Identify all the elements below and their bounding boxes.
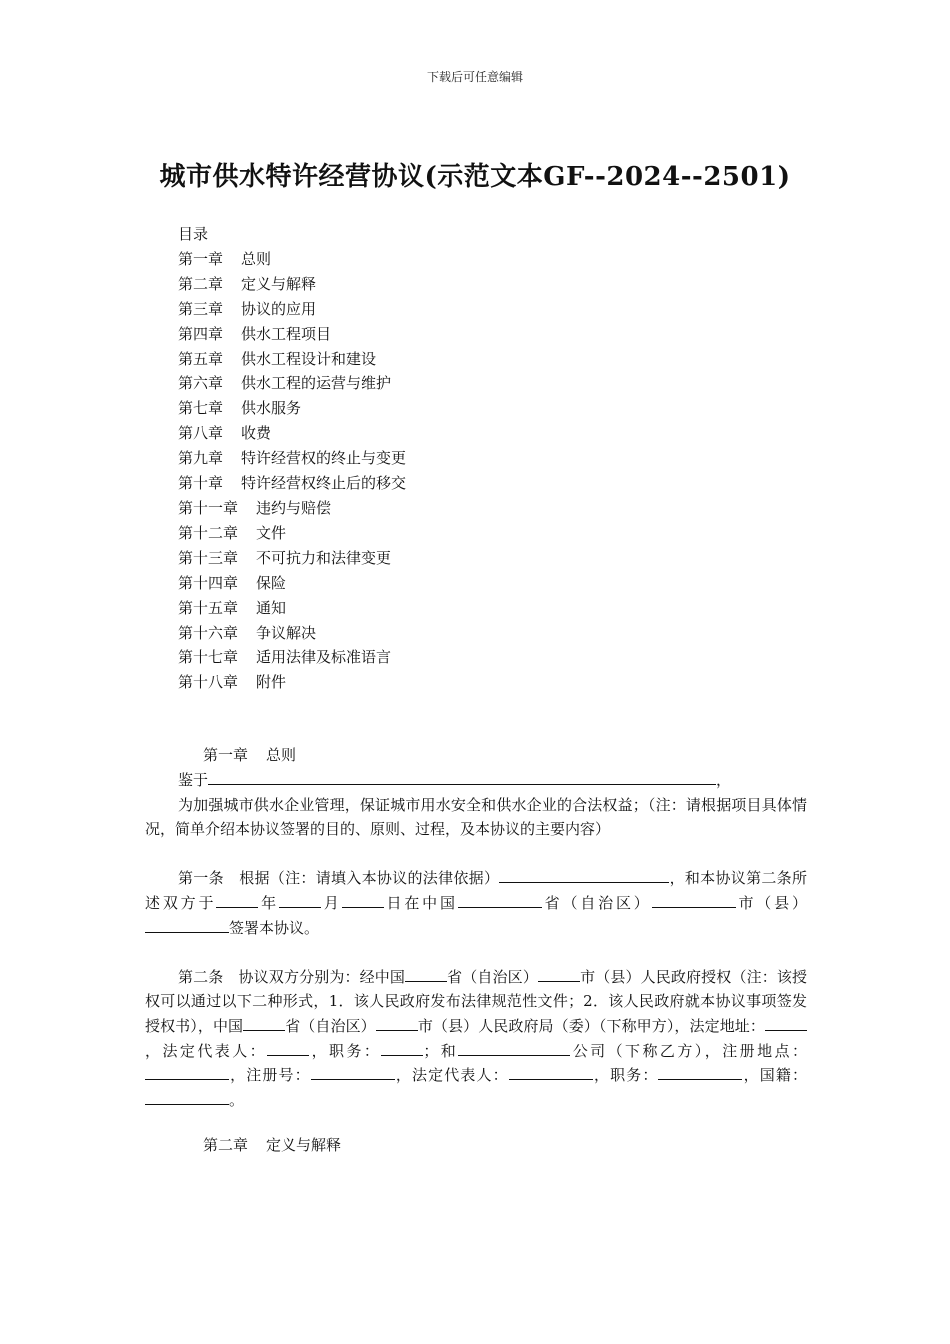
toc-item <box>178 471 406 496</box>
toc-item <box>178 496 406 521</box>
toc-item-chapter: 第三章 <box>178 299 224 318</box>
toc-item-chapter: 第十五章 <box>178 598 239 617</box>
toc-item-name: 特许经营权终止后的移交 <box>241 474 407 493</box>
toc-item-chapter: 第十章 <box>178 474 224 493</box>
a2-text-5: 市（县）人民政府局（委）（下称甲方），法定地址： <box>417 1016 765 1035</box>
toc-item-name: 定义与解释 <box>241 274 317 293</box>
a2-b-representative-blank[interactable] <box>509 1063 593 1080</box>
chapter-1-heading <box>203 744 296 765</box>
whereas-end: ， <box>716 771 732 789</box>
a2-city-blank-1[interactable] <box>538 965 580 982</box>
a1-year-blank[interactable] <box>216 891 258 908</box>
toc-item-chapter: 第二章 <box>178 274 224 293</box>
a2-text-9: 公司（下称乙方），注册地点： <box>570 1041 807 1060</box>
a1-city-blank[interactable] <box>652 891 736 908</box>
toc-item <box>178 621 406 646</box>
a2-address-blank[interactable] <box>765 1014 807 1031</box>
toc-item <box>178 247 406 272</box>
toc-item-name: 文件 <box>256 523 287 542</box>
a1-day-blank[interactable] <box>342 891 384 908</box>
a2-company-blank[interactable] <box>458 1039 570 1056</box>
header-note: 下载后可任意编辑 <box>426 70 523 84</box>
a2-reg-place-blank[interactable] <box>145 1063 229 1080</box>
toc-item <box>178 297 406 322</box>
toc-item <box>178 371 406 396</box>
chapter-1-number: 第一章 <box>203 746 249 764</box>
toc-item-name: 争议解决 <box>256 623 317 642</box>
toc-item-chapter: 第十一章 <box>178 498 239 517</box>
a1-month-label: 月 <box>321 893 342 912</box>
a2-text-2: 省（自治区） <box>447 967 538 986</box>
toc-item <box>178 322 406 347</box>
toc-item <box>178 396 406 421</box>
toc-item-chapter: 第十二章 <box>178 523 239 542</box>
article-1 <box>145 866 807 940</box>
document-title: 城市供水特许经营协议(示范文本GF--2024--2501) <box>159 162 791 192</box>
table-of-contents <box>178 222 406 695</box>
toc-item-name: 收费 <box>241 424 272 443</box>
a2-text-7: ，职务： <box>309 1041 382 1060</box>
a2-b-position-blank[interactable] <box>658 1063 742 1080</box>
toc-item-chapter: 第九章 <box>178 449 224 468</box>
toc-item-chapter: 第十三章 <box>178 548 239 567</box>
a2-text-6: ，法定代表人： <box>145 1041 268 1060</box>
whereas-label: 鉴于 <box>178 771 209 789</box>
toc-item-chapter: 第十七章 <box>178 648 239 667</box>
a2-nationality-blank[interactable] <box>145 1088 229 1105</box>
purpose-paragraph: 为加强城市供水企业管理，保证城市用水安全和供水企业的合法权益；（注：请根据项目具体情况，简单介绍本协议签署的目的、原则、过程，及本协议的主要内容） <box>145 795 807 839</box>
toc-item-chapter: 第八章 <box>178 424 224 443</box>
a1-province-blank[interactable] <box>458 891 542 908</box>
chapter-2-number: 第二章 <box>203 1136 249 1154</box>
chapter-2-name: 定义与解释 <box>266 1136 342 1154</box>
toc-item-chapter: 第七章 <box>178 399 224 418</box>
toc-item-chapter: 第六章 <box>178 374 224 393</box>
a2-text-3: 市（县）人民政府授权（注：该授权可以通过以下二种形式，1．该人民政府发布法律规范性文件；2．该人民政府就本协议事项签发授权书），中国 <box>145 967 807 1035</box>
toc-item-name: 供水工程的运营与维护 <box>241 374 392 393</box>
toc-item-chapter: 第一章 <box>178 249 224 268</box>
toc-item-name: 特许经营权的终止与变更 <box>241 449 407 468</box>
a1-year-label: 年 <box>258 893 279 912</box>
article-2 <box>145 965 807 1113</box>
chapter-1-name: 总则 <box>266 746 297 764</box>
a2-text-13: ，国籍： <box>742 1066 807 1085</box>
toc-item <box>178 521 406 546</box>
toc-item-chapter: 第十四章 <box>178 573 239 592</box>
a2-text-8: ；和 <box>423 1041 459 1060</box>
toc-label: 目录 <box>178 225 209 243</box>
toc-item-chapter: 第十六章 <box>178 623 239 642</box>
a2-province-blank-2[interactable] <box>243 1014 285 1031</box>
toc-item-name: 通知 <box>256 598 287 617</box>
toc-item <box>178 645 406 670</box>
whereas-paragraph <box>145 768 807 793</box>
a2-text-14: 。 <box>229 1090 245 1109</box>
a2-position-blank[interactable] <box>381 1039 423 1056</box>
toc-item <box>178 347 406 372</box>
toc-item <box>178 670 406 695</box>
a2-city-blank-2[interactable] <box>376 1014 418 1031</box>
a2-reg-number-blank[interactable] <box>311 1063 395 1080</box>
toc-item-chapter: 第十八章 <box>178 673 239 692</box>
whereas-blank[interactable] <box>208 768 716 785</box>
toc-item-name: 协议的应用 <box>241 299 317 318</box>
toc-items <box>178 247 406 695</box>
chapter-2-heading <box>203 1134 341 1155</box>
toc-item-name: 供水服务 <box>241 399 302 418</box>
toc-item-name: 供水工程项目 <box>241 324 332 343</box>
toc-item-name: 总则 <box>241 249 272 268</box>
a2-text-11: ，法定代表人： <box>394 1066 509 1085</box>
toc-item-chapter: 第四章 <box>178 324 224 343</box>
a2-province-blank-1[interactable] <box>405 965 447 982</box>
chapter-1-body <box>145 768 807 1112</box>
a1-legal-basis-blank[interactable] <box>499 866 669 883</box>
toc-item-name: 附件 <box>256 673 287 692</box>
a1-place-blank[interactable] <box>145 916 229 933</box>
a2-text-12: ，职务： <box>592 1066 659 1085</box>
a1-text-1: 第一条 根据（注：请填入本协议的法律依据） <box>178 869 500 888</box>
a1-text-7: 市（县） <box>735 893 807 912</box>
toc-item <box>178 571 406 596</box>
a1-text-5: 日在中国 <box>383 893 458 912</box>
a2-text-1: 第二条 协议双方分别为：经中国 <box>178 967 406 986</box>
toc-item-name: 保险 <box>256 573 287 592</box>
toc-item-name: 供水工程设计和建设 <box>241 349 377 368</box>
toc-item-chapter: 第五章 <box>178 349 224 368</box>
a1-month-blank[interactable] <box>279 891 321 908</box>
toc-item-name: 不可抗力和法律变更 <box>256 548 392 567</box>
toc-item-name: 适用法律及标准语言 <box>256 648 392 667</box>
toc-item-name: 违约与赔偿 <box>256 498 332 517</box>
a1-text-8: 签署本协议。 <box>229 918 320 937</box>
toc-item <box>178 421 406 446</box>
a1-text-2: ，和本协议第二条所述双方于 <box>145 869 807 912</box>
toc-item <box>178 596 406 621</box>
a2-representative-blank[interactable] <box>267 1039 309 1056</box>
a2-text-4: 省（自治区） <box>285 1016 376 1035</box>
a1-text-6: 省（自治区） <box>541 893 652 912</box>
a2-text-10: ，注册号： <box>229 1066 311 1085</box>
toc-item <box>178 272 406 297</box>
toc-item <box>178 546 406 571</box>
toc-item <box>178 446 406 471</box>
